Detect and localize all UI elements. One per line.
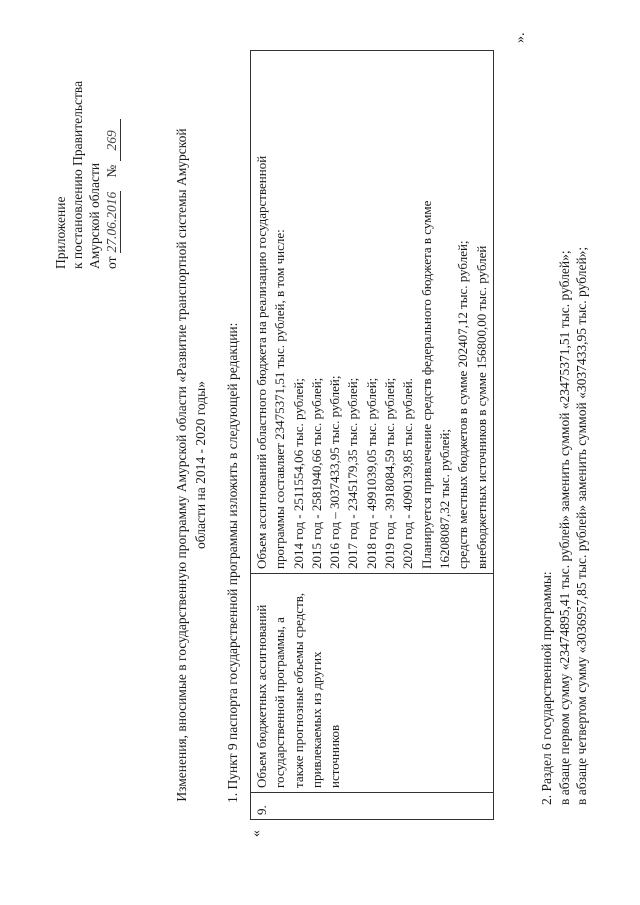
content-line: 2015 год - 2581940,66 тыс. рублей; — [308, 377, 324, 569]
name-line: государственной программы, а — [272, 617, 288, 788]
content-line: программы составляет 23475371,51 тыс. рублей, в том числе: — [272, 229, 288, 569]
content-line: 2020 год - 4090139,85 тыс. рублей. — [400, 378, 416, 569]
content-line: средств местных бюджетов в сумме 202407,12 тыс. рублей; — [455, 240, 471, 569]
content-line: 2018 год - 4991039,05 тыс. рублей; — [363, 377, 379, 569]
title-line1: Изменения, вносимые в государственную программу Амурской области «Развитие транспортной системы Амурской — [174, 128, 189, 802]
number-label: № — [104, 164, 119, 178]
content-line: 16208087,32 тыс. рублей; — [436, 429, 452, 569]
content-line: 2016 год – 3037433,95 тыс. рублей; — [327, 375, 343, 569]
appendix-line2: к постановлению Правительства — [70, 80, 85, 269]
row-number-cell: 9. — [251, 793, 494, 820]
appendix-line1: Приложение — [53, 196, 68, 269]
content-line: 2014 год - 2511554,06 тыс. рублей; — [290, 378, 306, 569]
content-line: внебюджетных источников в сумме 156800,00 тыс. рублей — [473, 245, 489, 569]
name-line: Объем бюджетных ассигнований — [254, 604, 269, 788]
opening-quote: « — [249, 830, 264, 837]
content-line: 2017 год - 2345179,35 тыс. рублей; — [345, 377, 361, 569]
name-line: привлекаемых из других — [308, 651, 324, 788]
content-line: Объем ассигнований областного бюджета на реализацию государственной — [254, 155, 269, 569]
name-line: источников — [327, 724, 343, 788]
passport-table — [250, 50, 494, 820]
title-line2: области на 2014 - 2020 годы» — [193, 381, 208, 549]
appendix-date-line — [103, 29, 121, 269]
appendix-header — [52, 29, 121, 269]
content-line: Планируется привлечение средств федерального бюджета в сумме — [418, 200, 434, 569]
row-content-cell — [251, 51, 494, 574]
appendix-line3: Амурской области — [87, 162, 102, 269]
document-title — [172, 95, 210, 835]
from-label: от — [104, 256, 119, 269]
name-line: также прогнозные объемы средств, — [290, 592, 306, 788]
content-line: 2019 год - 3918084,59 тыс. рублей; — [382, 377, 398, 569]
closing-quote: ». — [513, 32, 528, 43]
section-2-paragraph-1: в абзаце первом сумму «23474895,41 тыс. рублей» заменить суммой «23475371,51 тыс. рублей»; — [556, 250, 572, 805]
section-2-heading: 2. Раздел 6 государственной программы: — [539, 571, 554, 805]
table-row — [251, 51, 494, 820]
section-2 — [538, 247, 591, 805]
resolution-number: 269 — [103, 119, 121, 161]
item-1-heading: 1. Пункт 9 паспорта государственной программы изложить в следующей редакции: — [225, 322, 240, 803]
row-name-cell — [251, 574, 494, 793]
section-2-paragraph-4: в абзаце четвертом сумму «3036957,85 тыс. рублей» заменить суммой «3037433,95 тыс. рублей»; — [574, 246, 589, 805]
resolution-date: 27.06.2016 — [104, 191, 119, 253]
